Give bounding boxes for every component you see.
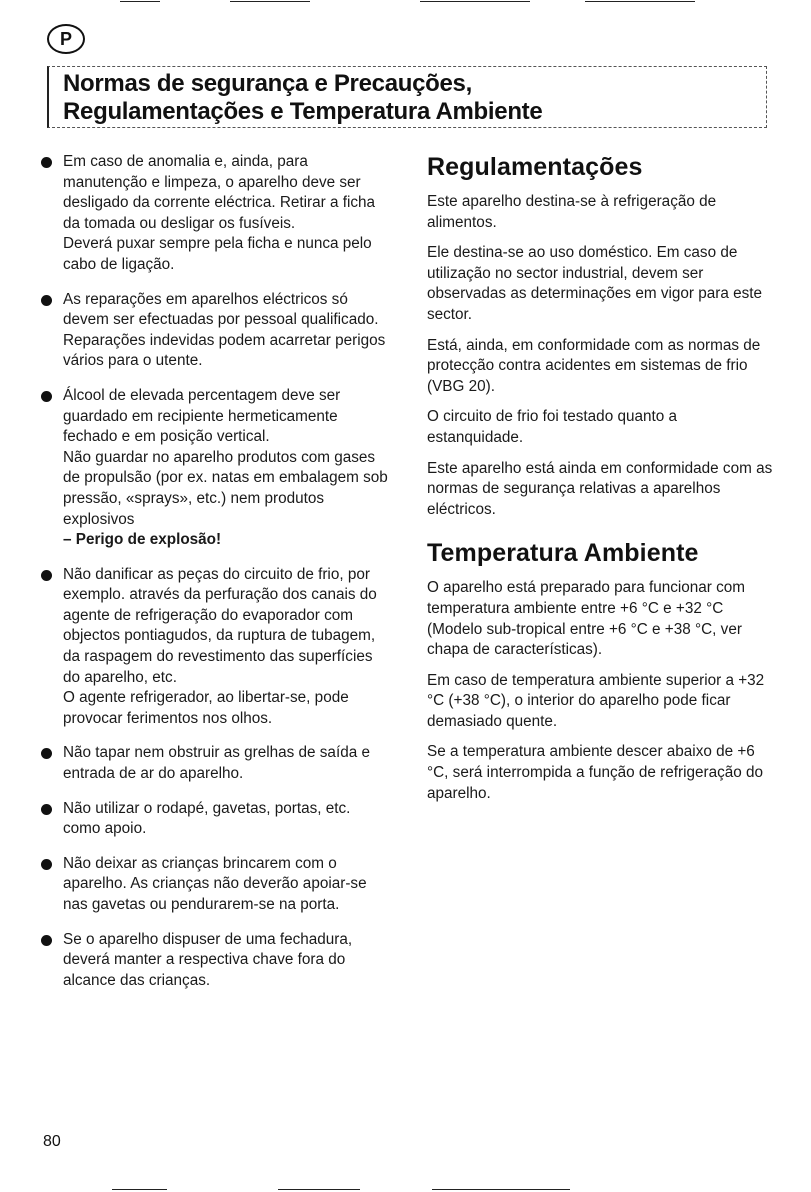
scan-rule-top: [230, 1, 310, 2]
safety-item: [41, 152, 391, 276]
regulations-paragraph: O circuito de frio foi testado quanto a estanquidade.: [427, 408, 677, 446]
safety-text: Em caso de anomalia e, ainda, para manutenção e limpeza, o aparelho deve ser desligado da corrente eléctrica. Retirar a ficha da tomada ou desligar os fusíveis.: [63, 153, 376, 232]
safety-text: As reparações em aparelhos eléctricos só devem ser efectuadas por pessoal qualificado. Reparações indevidas podem acarretar perigos vários para o utente.: [63, 290, 386, 370]
safety-text: Não utilizar o rodapé, gavetas, portas, etc. como apoio.: [63, 799, 351, 838]
scan-rule-bottom: [432, 1189, 570, 1190]
bullet-icon: [41, 157, 52, 168]
page-title-line-1: Normas de segurança e Precauções,: [63, 70, 472, 97]
bullet-icon: [41, 570, 52, 581]
regulations-paragraph: Este aparelho destina-se à refrigeração de alimentos.: [427, 193, 717, 231]
bullet-icon: [41, 804, 52, 815]
scan-rule-top: [420, 1, 530, 2]
safety-text: Não guardar no aparelho produtos com gases de propulsão (por ex. natas em embalagem sob pressão, «sprays», etc.) nem produtos explosivos: [63, 448, 388, 528]
section-heading-regulamentacoes: Regulamentações: [427, 153, 643, 181]
bullet-icon: [41, 295, 52, 306]
safety-text: Não danificar as peças do circuito de frio, por exemplo. através da perfuração dos canais do agente de refrigeração do evaporador com objectos pontiagudos, da ruptura de tubagem, da raspagem do revestimento das superfícies do aparelho, etc.: [63, 565, 377, 686]
safety-item: [41, 290, 391, 372]
temperature-paragraph: Se a temperatura ambiente descer abaixo de +6 °C, será interrompida a função de refrigeração do aparelho.: [427, 743, 764, 802]
language-badge: P: [47, 24, 85, 54]
bullet-icon: [41, 391, 52, 402]
safety-item: [41, 386, 391, 551]
scan-rule-top: [120, 1, 160, 2]
safety-item: [41, 930, 391, 992]
page-number: 80: [43, 1133, 61, 1150]
safety-text: O agente refrigerador, ao libertar-se, pode provocar ferimentos nos olhos.: [63, 689, 349, 727]
safety-item: [41, 743, 391, 784]
bullet-icon: [41, 935, 52, 946]
safety-text: Se o aparelho dispuser de uma fechadura, deverá manter a respectiva chave fora do alcance das crianças.: [63, 930, 353, 989]
safety-item: [41, 799, 391, 840]
explosion-warning: – Perigo de explosão!: [63, 531, 222, 549]
scan-rule-bottom: [112, 1189, 167, 1190]
regulations-paragraph: Ele destina-se ao uso doméstico. Em caso de utilização no sector industrial, devem ser observadas as determinações em vigor para este sector.: [427, 244, 763, 323]
scan-rule-bottom: [278, 1189, 360, 1190]
safety-text: Deverá puxar sempre pela ficha e nunca pelo cabo de ligação.: [63, 235, 372, 273]
right-column: [427, 152, 777, 814]
safety-text: Álcool de elevada percentagem deve ser guardado em recipiente hermeticamente fechado e em posição vertical.: [63, 386, 341, 446]
temperature-paragraph: O aparelho está preparado para funcionar com temperatura ambiente entre +6 °C e +32 °C (Modelo sub-tropical entre +6 °C e +38 °C, ver chapa de características).: [427, 579, 746, 659]
left-column: [41, 152, 391, 1005]
safety-item: [41, 854, 391, 916]
scan-rule-top: [585, 1, 695, 2]
section-heading-temperatura: Temperatura Ambiente: [427, 539, 699, 568]
safety-text: Não tapar nem obstruir as grelhas de saída e entrada de ar do aparelho.: [63, 744, 370, 783]
bullet-icon: [41, 859, 52, 870]
safety-item: [41, 565, 391, 730]
safety-text: Não deixar as crianças brincarem com o aparelho. As crianças não deverão apoiar-se nas gavetas ou pendurarem-se na porta.: [63, 854, 367, 913]
page-title-box: [47, 66, 767, 128]
temperature-paragraph: Em caso de temperatura ambiente superior a +32 °C (+38 °C), o interior do aparelho pode ficar demasiado quente.: [427, 671, 765, 730]
bullet-icon: [41, 748, 52, 759]
regulations-paragraph: Está, ainda, em conformidade com as normas de protecção contra acidentes em sistemas de frio (VBG 20).: [427, 336, 761, 395]
regulations-paragraph: Este aparelho está ainda em conformidade com as normas de segurança relativas a aparelhos eléctricos.: [427, 459, 773, 518]
page-title-line-2: Regulamentações e Temperatura Ambiente: [63, 98, 543, 125]
